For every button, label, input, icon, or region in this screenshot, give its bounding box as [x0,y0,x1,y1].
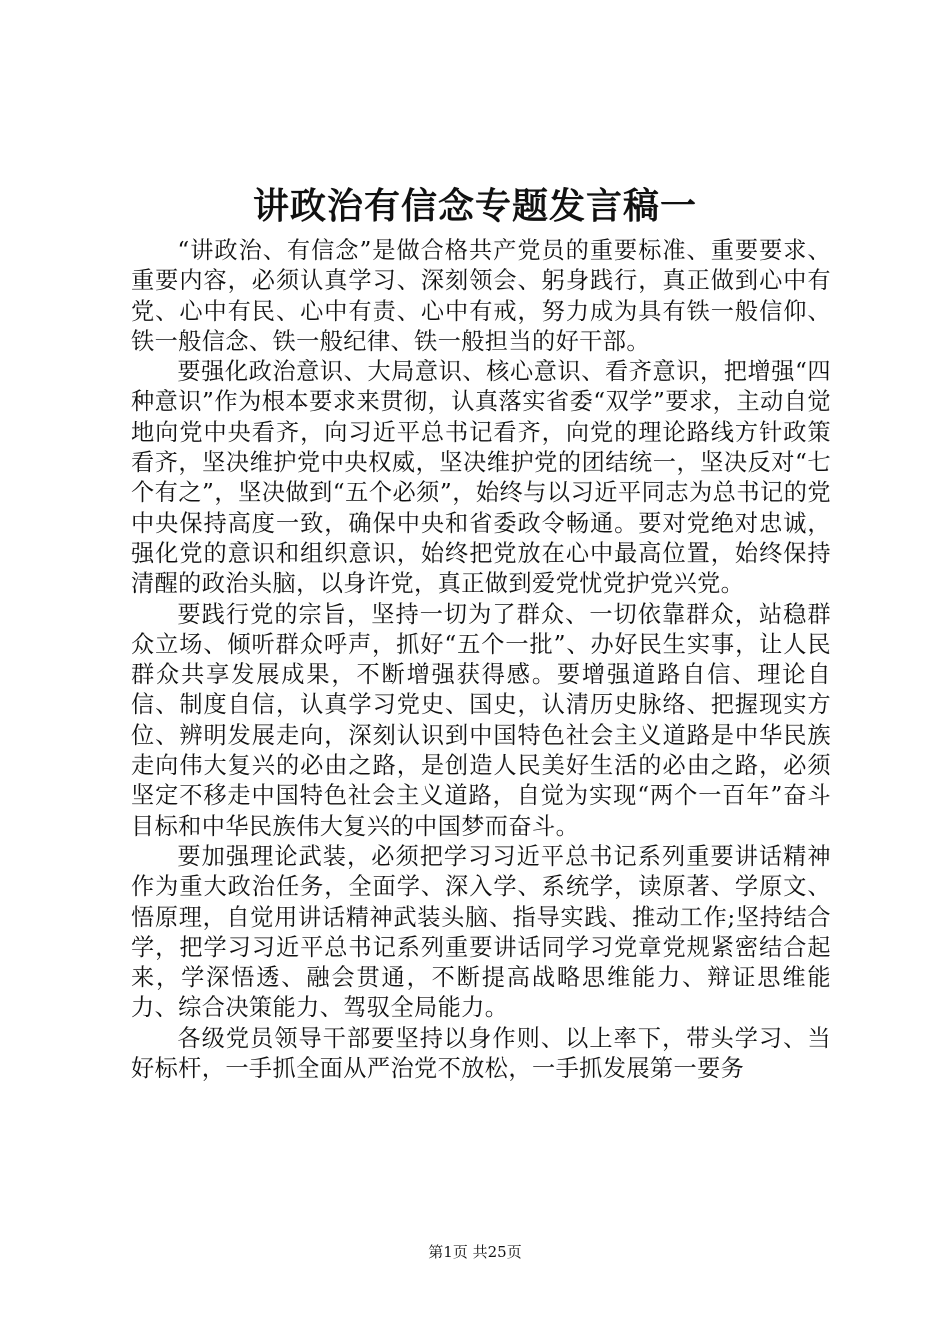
paragraph-5: 各级党员领导干部要坚持以身作则、以上率下，带头学习、当好标杆，一手抓全面从严治党不放松，一手抓发展第一要务 [131,1024,831,1083]
document-title: 讲政治有信念专题发言稿一 [252,185,697,227]
paragraph-3: 要践行党的宗旨，坚持一切为了群众、一切依靠群众，站稳群众立场、倾听群众呼声，抓好“五个一批”、办好民生实事，让人民群众共享发展成果，不断增强获得感。要增强道路自信、理论自信、制度自信，认真学习党史、国史，认清历史脉络、把握现实方位、辨明发展走向，深刻认识到中国特色社会主义道路是中华民族走向伟大复兴的必由之路，是创造人民美好生活的必由之路，必须坚定不移走中国特色社会主义道路，自觉为实现“两个一百年”奋斗目标和中华民族伟大复兴的中国梦而奋斗。 [131,600,831,840]
paragraph-4: 要加强理论武装，必须把学习习近平总书记系列重要讲话精神作为重大政治任务，全面学、深入学、系统学，读原著、学原文、悟原理，自觉用讲话精神武装头脑、指导实践、推动工作;坚持结合学，把学习习近平总书记系列重要讲话同学习党章党规紧密结合起来，学深悟透、融会贯通，不断提高战略思维能力、辩证思维能力、综合决策能力、驾驭全局能力。 [131,842,831,1022]
page-footer: 第1页 共25页 [428,1243,522,1261]
paragraph-1: “讲政治、有信念”是做合格共产党员的重要标准、重要要求、重要内容，必须认真学习、深刻领会、躬身践行，真正做到心中有党、心中有民、心中有责、心中有戒，努力成为具有铁一般信仰、铁一般信念、铁一般纪律、铁一般担当的好干部。 [131,237,831,355]
paragraph-2: 要强化政治意识、大局意识、核心意识、看齐意识，把增强“四种意识”作为根本要求来贯彻，认真落实省委“双学”要求，主动自觉地向党中央看齐，向习近平总书记看齐，向党的理论路线方针政策看齐，坚决维护党中央权威，坚决维护党的团结统一，坚决反对“七个有之”，坚决做到“五个必须”，始终与以习近平同志为总书记的党中央保持高度一致，确保中央和省委政令畅通。要对党绝对忠诚，强化党的意识和组织意识，始终把党放在心中最高位置，始终保持清醒的政治头脑，以身许党，真正做到爱党忧党护党兴党。 [131,358,831,598]
document-body [131,236,831,1084]
